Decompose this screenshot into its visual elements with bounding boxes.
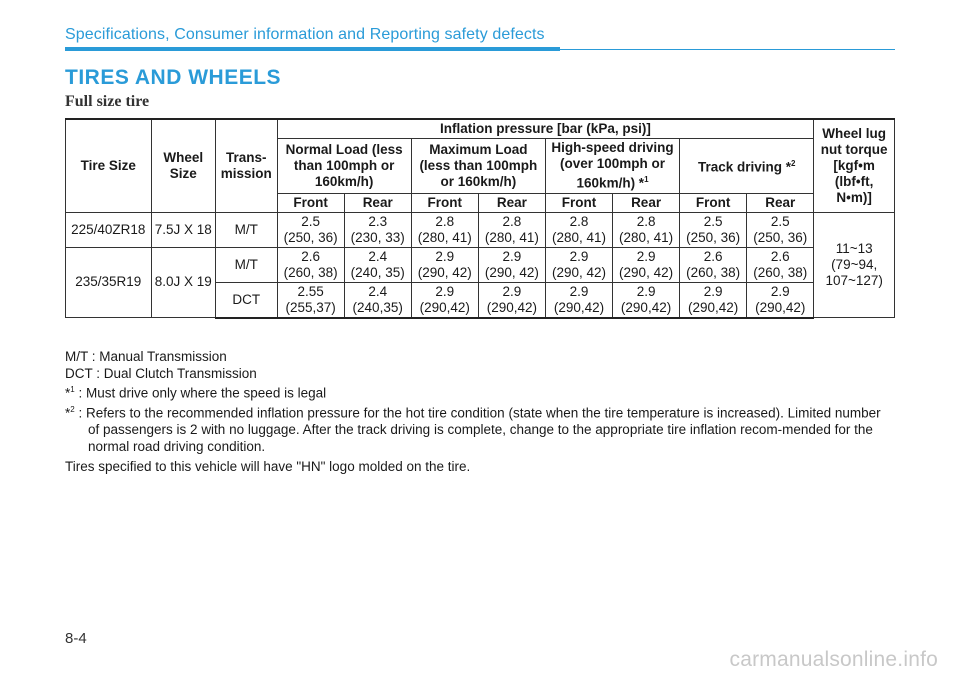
col-rear: Rear [344,193,411,212]
col-front: Front [277,193,344,212]
note-dct: DCT : Dual Clutch Transmission [65,365,257,381]
pressure-cell: 2.9 (290,42) [545,282,612,318]
pressure-cell: 2.9 (290, 42) [411,247,478,282]
pressure-cell: 2.5 (250, 36) [680,212,747,247]
pressure-cell: 2.9 (290,42) [680,282,747,318]
pressure-cell: 2.8 (280, 41) [478,212,545,247]
pressure-cell: 2.5 (250, 36) [277,212,344,247]
tire-size-cell: 235/35R19 [66,247,152,318]
pressure-cell: 2.8 (280, 41) [545,212,612,247]
col-front: Front [411,193,478,212]
pressure-cell: 2.9 (290,42) [478,282,545,318]
col-maximum-load: Maximum Load (less than 100mph or 160km/h) [411,139,545,194]
col-track-driving: Track driving *$^2$ [680,139,814,194]
col-normal-load: Normal Load (less than 100mph or 160km/h) [277,139,411,194]
page-number: 8-4 [65,630,87,647]
pressure-cell: 2.4 (240,35) [344,282,411,318]
table-row [66,247,895,282]
col-wheel-size: Wheel Size [151,119,215,212]
watermark: carmanualsonline.info [729,648,938,671]
col-front: Front [545,193,612,212]
col-rear: Rear [747,193,814,212]
col-rear: Rear [613,193,680,212]
tire-size-cell: 225/40ZR18 [66,212,152,247]
wheel-size-cell: 7.5J X 18 [151,212,215,247]
col-tire-size: Tire Size [66,119,152,212]
running-header: Specifications, Consumer information and Reporting safety defects [65,26,545,43]
wheel-size-cell: 8.0J X 19 [151,247,215,318]
header-rule-thick [65,47,560,51]
pressure-cell: 2.5 (250, 36) [747,212,814,247]
col-inflation-pressure: Inflation pressure [bar (kPa, psi)] [277,119,814,139]
pressure-cell: 2.9 (290,42) [747,282,814,318]
pressure-cell: 2.6 (260, 38) [747,247,814,282]
note-mt: M/T : Manual Transmission [65,349,227,364]
pressure-cell: 2.9 (290,42) [613,282,680,318]
pressure-cell: 2.8 (280, 41) [411,212,478,247]
transmission-cell: M/T [216,247,278,282]
note-2: *$^2$ : Refers to the recommended inflation pressure for the hot tire condition (state when the tire temperature is increased). Limited number of passengers is 2 with no luggage. After the track driving is complete, change to the appropriate tire inflation recom-mended for the normal road driving condition. [65,405,881,454]
pressure-cell: 2.8 (280, 41) [613,212,680,247]
header-rule-thin [560,49,895,50]
pressure-cell: 2.6 (260, 38) [680,247,747,282]
transmission-cell: DCT [216,282,278,318]
pressure-cell: 2.9 (290,42) [411,282,478,318]
col-rear: Rear [478,193,545,212]
col-transmission: Trans- mission [216,119,278,212]
transmission-cell: M/T [216,212,278,247]
pressure-cell: 2.3 (230, 33) [344,212,411,247]
torque-cell: 11~13 (79~94, 107~127) [814,212,895,318]
pressure-cell: 2.6 (260, 38) [277,247,344,282]
subsection-title: Full size tire [65,93,150,110]
pressure-cell: 2.55 (255,37) [277,282,344,318]
pressure-cell: 2.9 (290, 42) [478,247,545,282]
pressure-cell: 2.4 (240, 35) [344,247,411,282]
note-hn-logo: Tires specified to this vehicle will have "HN" logo molded on the tire. [65,459,471,474]
pressure-cell: 2.9 (290, 42) [613,247,680,282]
section-title: TIRES AND WHEELS [65,66,282,89]
note-1: *$^1$ : Must drive only where the speed is legal [65,385,327,401]
col-front: Front [680,193,747,212]
table-row [66,212,895,247]
footnotes [65,349,895,476]
pressure-cell: 2.9 (290, 42) [545,247,612,282]
tire-spec-table [65,118,895,319]
col-wheel-lug-torque: Wheel lug nut torque [kgf•m (lbf•ft, N•m)] [814,119,895,212]
col-high-speed: High-speed driving (over 100mph or 160km/h) *$^1$ [545,139,679,194]
